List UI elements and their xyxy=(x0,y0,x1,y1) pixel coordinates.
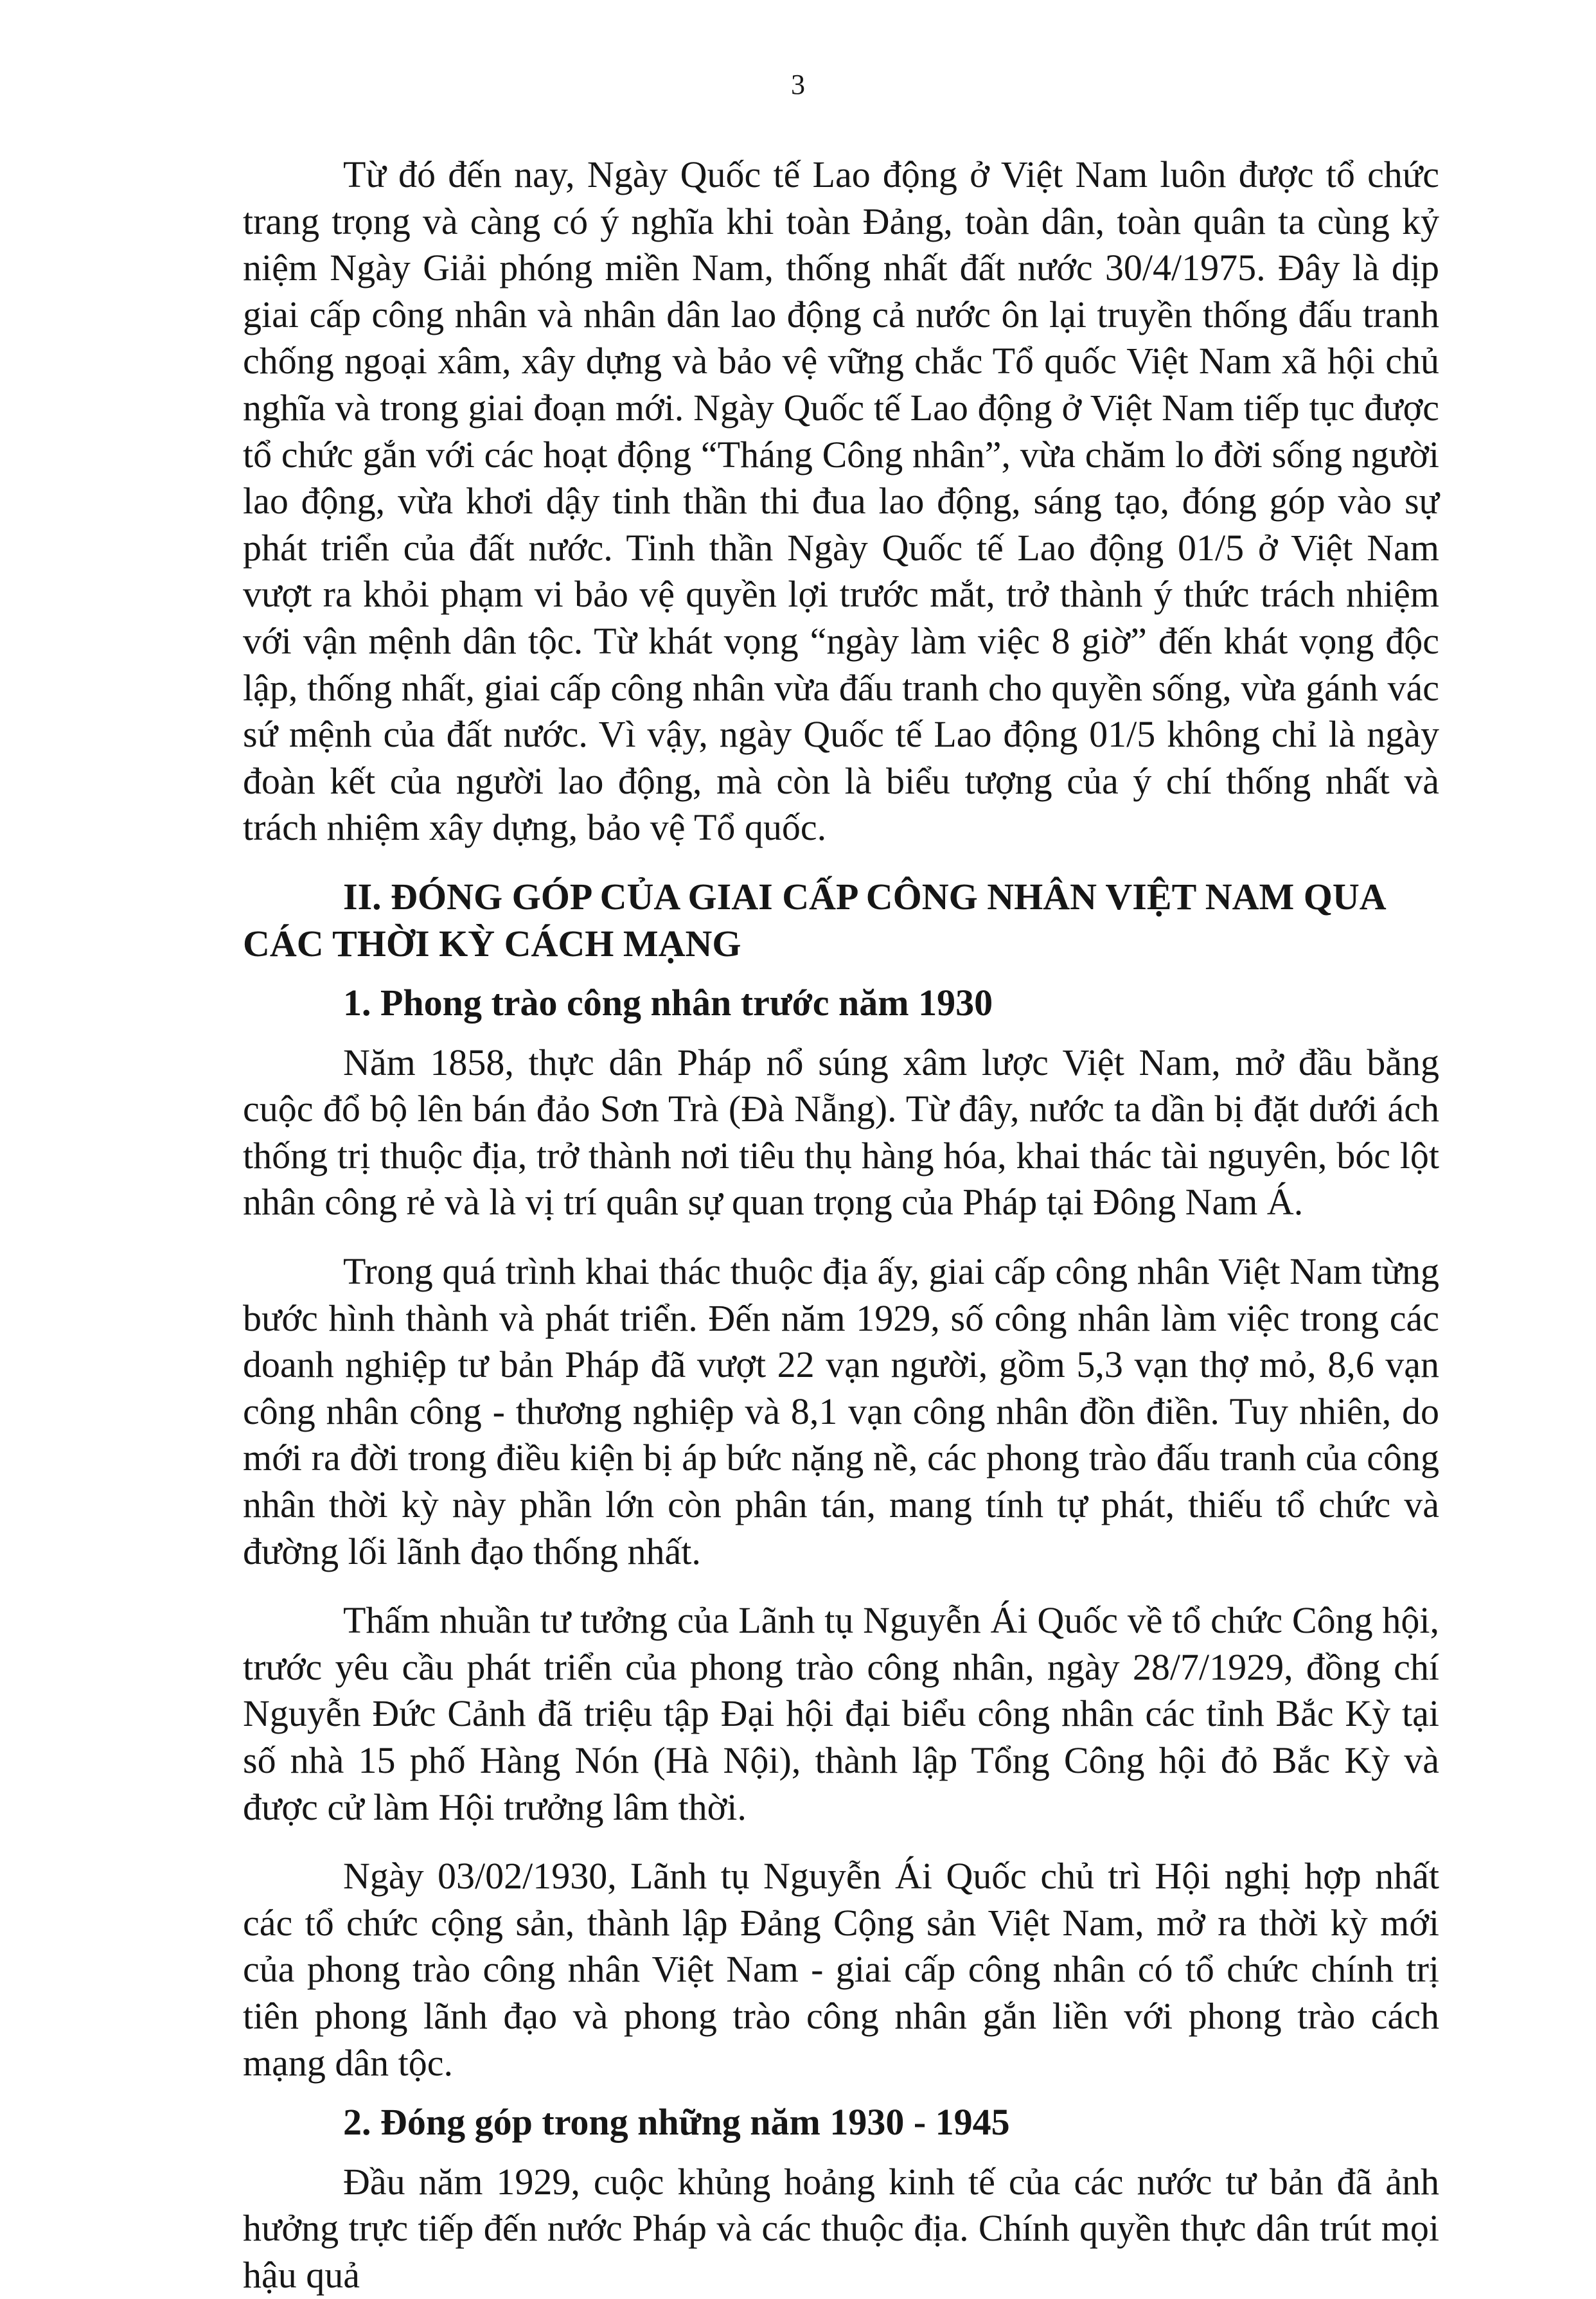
subsection-2-paragraph-1: Đầu năm 1929, cuộc khủng hoảng kinh tế của các nước tư bản đã ảnh hưởng trực tiếp đến nước Pháp và các thuộc địa. Chính quyền thực dân trút mọi hậu quả xyxy=(243,2160,1439,2296)
intro-paragraph: Từ đó đến nay, Ngày Quốc tế Lao động ở Việt Nam luôn được tổ chức trang trọng và càng có ý nghĩa khi toàn Đảng, toàn dân, toàn quân ta cùng kỷ niệm Ngày Giải phóng miền Nam, thống nhất đất nước 30/4/1975. Đây là dịp giai cấp công nhân và nhân dân lao động cả nước ôn lại truyền thống đấu tranh chống ngoại xâm, xây dựng và bảo vệ vững chắc Tổ quốc Việt Nam xã hội chủ nghĩa và trong giai đoạn mới. Ngày Quốc tế Lao động ở Việt Nam tiếp tục được tổ chức gắn với các hoạt động “Tháng Công nhân”, vừa chăm lo đời sống người lao động, vừa khơi dậy tinh thần thi đua lao động, sáng tạo, đóng góp vào sự phát triển của đất nước. Tinh thần Ngày Quốc tế Lao động 01/5 ở Việt Nam vượt ra khỏi phạm vi bảo vệ quyền lợi trước mắt, trở thành ý thức trách nhiệm với vận mệnh dân tộc. Từ khát vọng “ngày làm việc 8 giờ” đến khát vọng độc lập, thống nhất, giai cấp công nhân vừa đấu tranh cho quyền sống, vừa gánh vác sứ mệnh của đất nước. Vì vậy, ngày Quốc tế Lao động 01/5 không chỉ là ngày đoàn kết của người lao động, mà còn là biểu tượng của ý chí thống nhất và trách nhiệm xây dựng, bảo vệ Tổ quốc. xyxy=(243,154,1439,849)
subsection-1-paragraph-4: Ngày 03/02/1930, Lãnh tụ Nguyễn Ái Quốc chủ trì Hội nghị hợp nhất các tổ chức cộng sản, thành lập Đảng Cộng sản Việt Nam, mở ra thời kỳ mới của phong trào công nhân Việt Nam - giai cấp công nhân có tổ chức chính trị tiên phong lãnh đạo và phong trào công nhân gắn liền với phong trào cách mạng dân tộc. xyxy=(243,1855,1439,2084)
document-body xyxy=(243,152,1439,2299)
page-number: 3 xyxy=(791,69,805,100)
subsection-1-paragraph-1: Năm 1858, thực dân Pháp nổ súng xâm lược Việt Nam, mở đầu bằng cuộc đổ bộ lên bán đảo Sơn Trà (Đà Nẵng). Từ đây, nước ta dần bị đặt dưới ách thống trị thuộc địa, trở thành nơi tiêu thụ hàng hóa, khai thác tài nguyên, bóc lột nhân công rẻ và là vị trí quân sự quan trọng của Pháp tại Đông Nam Á. xyxy=(243,1041,1439,1223)
subsection-1-heading: 1. Phong trào công nhân trước năm 1930 xyxy=(343,982,993,1024)
subsection-1-paragraph-2: Trong quá trình khai thác thuộc địa ấy, giai cấp công nhân Việt Nam từng bước hình thành và phát triển. Đến năm 1929, số công nhân làm việc trong các doanh nghiệp tư bản Pháp đã vượt 22 vạn người, gồm 5,3 vạn thợ mỏ, 8,6 vạn công nhân công - thương nghiệp và 8,1 vạn công nhân đồn điền. Tuy nhiên, do mới ra đời trong điều kiện bị áp bức nặng nề, các phong trào đấu tranh của công nhân thời kỳ này phần lớn còn phân tán, mang tính tự phát, thiếu tổ chức và đường lối lãnh đạo thống nhất. xyxy=(243,1250,1439,1572)
subsection-2-heading: 2. Đóng góp trong những năm 1930 - 1945 xyxy=(343,2101,1010,2144)
subsection-1-paragraph-3: Thấm nhuần tư tưởng của Lãnh tụ Nguyễn Ái Quốc về tổ chức Công hội, trước yêu cầu phát triển của phong trào công nhân, ngày 28/7/1929, đồng chí Nguyễn Đức Cảnh đã triệu tập Đại hội đại biểu công nhân các tỉnh Bắc Kỳ tại số nhà 15 phố Hàng Nón (Hà Nội), thành lập Tổng Công hội đỏ Bắc Kỳ và được cử làm Hội trưởng lâm thời. xyxy=(243,1599,1439,1828)
section-heading: II. ĐÓNG GÓP CỦA GIAI CẤP CÔNG NHÂN VIỆT NAM QUA CÁC THỜI KỲ CÁCH MẠNG xyxy=(243,875,1385,964)
